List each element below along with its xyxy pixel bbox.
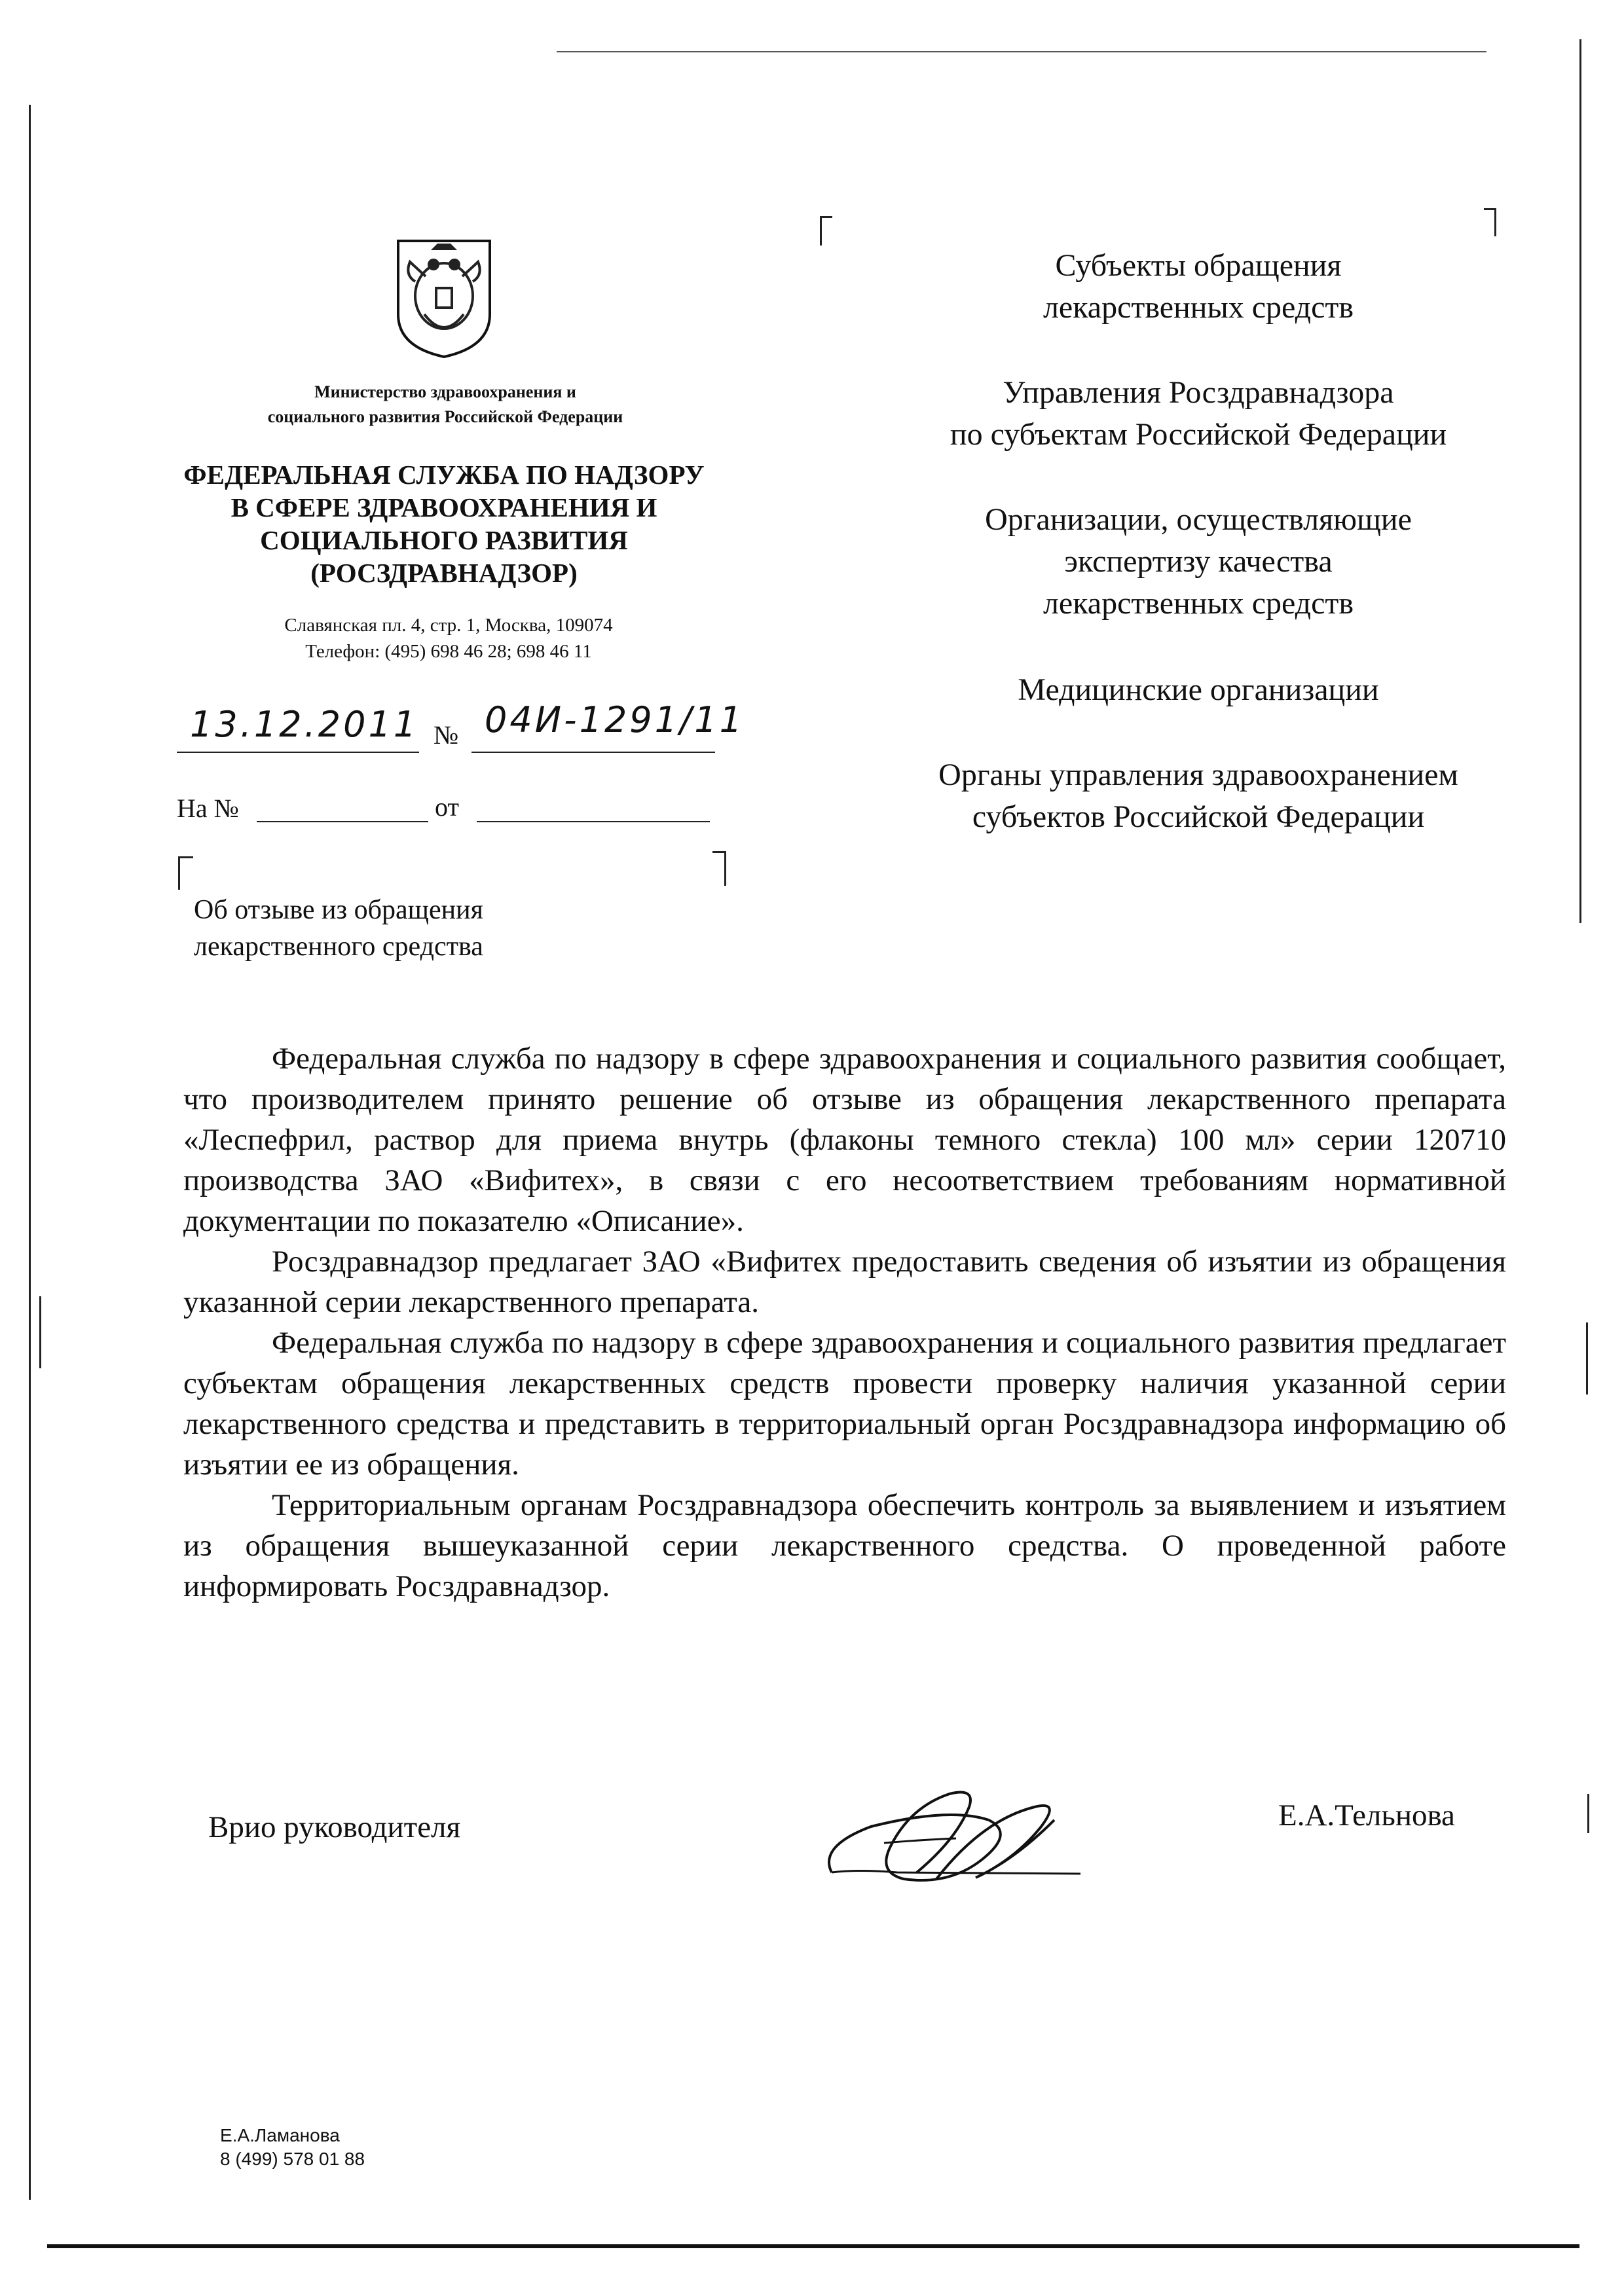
number-sign: № <box>434 720 459 750</box>
addressee-3-line-3: лекарственных средств <box>1043 586 1354 621</box>
scan-border-right-2 <box>1586 1322 1588 1394</box>
agency-line-2: В СФЕРЕ ЗДРАВООХРАНЕНИЯ И <box>231 492 657 522</box>
number-underline <box>471 752 715 753</box>
agency-line-4: (РОСЗДРАВНАДЗОР) <box>310 558 578 588</box>
handwritten-signature-icon <box>819 1781 1094 1892</box>
addressee-3-line-1: Организации, осуществляющие <box>985 502 1412 537</box>
subject-line-2: лекарственного средства <box>194 932 483 962</box>
executor-info <box>220 2124 365 2171</box>
agency-address: Славянская пл. 4, стр. 1, Москва, 109074 <box>284 615 613 636</box>
reply-number-line <box>257 821 428 822</box>
ministry-line-2: социального развития Российской Федерации <box>267 407 623 426</box>
registration-date: 13.12.2011 <box>190 704 419 745</box>
scan-border-left-2 <box>39 1296 41 1368</box>
addressee-bracket-right <box>1484 208 1496 236</box>
addressee-4-line-1: Медицинские организации <box>1018 672 1379 707</box>
subject-bracket-right <box>712 851 726 886</box>
ministry-name <box>196 380 694 429</box>
body-paragraph-4: Территориальным органам Росздравнадзора обеспечить контроль за выявлением и изъятием из обращения вышеуказанной серии лекарственного средства. О проведенной работе информировать Росздравнадзор. <box>183 1488 1506 1603</box>
addressee-2-line-1: Управления Росздравнадзора <box>1003 375 1394 410</box>
body-paragraph-2: Росздравнадзор предлагает ЗАО «Вифитех предоставить сведения об изъятии из обращения указанной серии лекарственного препарата. <box>183 1245 1506 1319</box>
addressee-5-line-2: субъектов Российской Федерации <box>972 799 1425 834</box>
agency-contacts <box>200 612 697 665</box>
addressee-2 <box>871 372 1526 456</box>
addressee-3-line-2: экспертизу качества <box>1064 544 1333 579</box>
from-date-line <box>477 821 710 822</box>
scan-border-right-1 <box>1579 39 1581 923</box>
reply-label: На № <box>177 793 239 823</box>
addressee-1-line-2: лекарственных средств <box>1043 290 1354 325</box>
scan-border-right-3 <box>1587 1794 1589 1833</box>
addressee-5-line-1: Органы управления здравоохранением <box>938 757 1458 792</box>
addressee-3 <box>871 499 1526 625</box>
from-label: от <box>435 792 459 822</box>
coat-of-arms-icon <box>392 236 496 360</box>
scan-border-left <box>29 105 31 2200</box>
subject-line-1: Об отзыве из обращения <box>194 895 483 925</box>
scan-border-top <box>557 51 1486 52</box>
registration-number: 04И-1291/11 <box>485 699 745 740</box>
addressee-2-line-2: по субъектам Российской Федерации <box>950 417 1447 452</box>
agency-phone: Телефон: (495) 698 46 28; 698 46 11 <box>305 641 592 662</box>
date-underline <box>177 752 419 753</box>
addressee-4 <box>871 669 1526 711</box>
subject <box>194 892 483 965</box>
addressee-1-line-1: Субъекты обращения <box>1055 248 1342 283</box>
subject-bracket-left <box>178 856 193 890</box>
agency-line-3: СОЦИАЛЬНОГО РАЗВИТИЯ <box>260 525 628 555</box>
addressee-bracket-left <box>820 216 832 246</box>
addressee-1 <box>871 245 1526 329</box>
addressee-5 <box>871 754 1526 838</box>
scan-border-bottom <box>47 2244 1579 2248</box>
agency-name <box>149 458 739 589</box>
body-paragraph-1: Федеральная служба по надзору в сфере здравоохранения и социального развития сообщает, что производителем принято решение об отзыве из обращения лекарственного препарата «Леспефрил, раствор для приема внутрь (флаконы темного стекла) 100 мл» серии 120710 производства ЗАО «Вифитех», в связи с его несоответствием требованиям нормативной документации по показателю «Описание». <box>183 1042 1506 1238</box>
body-paragraph-3: Федеральная служба по надзору в сфере здравоохранения и социального развития предлагает субъектам обращения лекарственных средств провести проверку наличия указанной серии лекарственного средства и представить в территориальный орган Росздравнадзора информацию об изъятии ее из обращения. <box>183 1326 1506 1482</box>
ministry-line-1: Министерство здравоохранения и <box>314 382 576 401</box>
letter-body <box>183 1038 1506 1607</box>
agency-line-1: ФЕДЕРАЛЬНАЯ СЛУЖБА ПО НАДЗОРУ <box>183 460 705 490</box>
signatory-name: Е.А.Тельнова <box>1278 1798 1455 1832</box>
executor-name: Е.А.Ламанова <box>220 2125 340 2145</box>
signatory-position: Врио руководителя <box>208 1810 461 1844</box>
executor-phone: 8 (499) 578 01 88 <box>220 2149 365 2169</box>
